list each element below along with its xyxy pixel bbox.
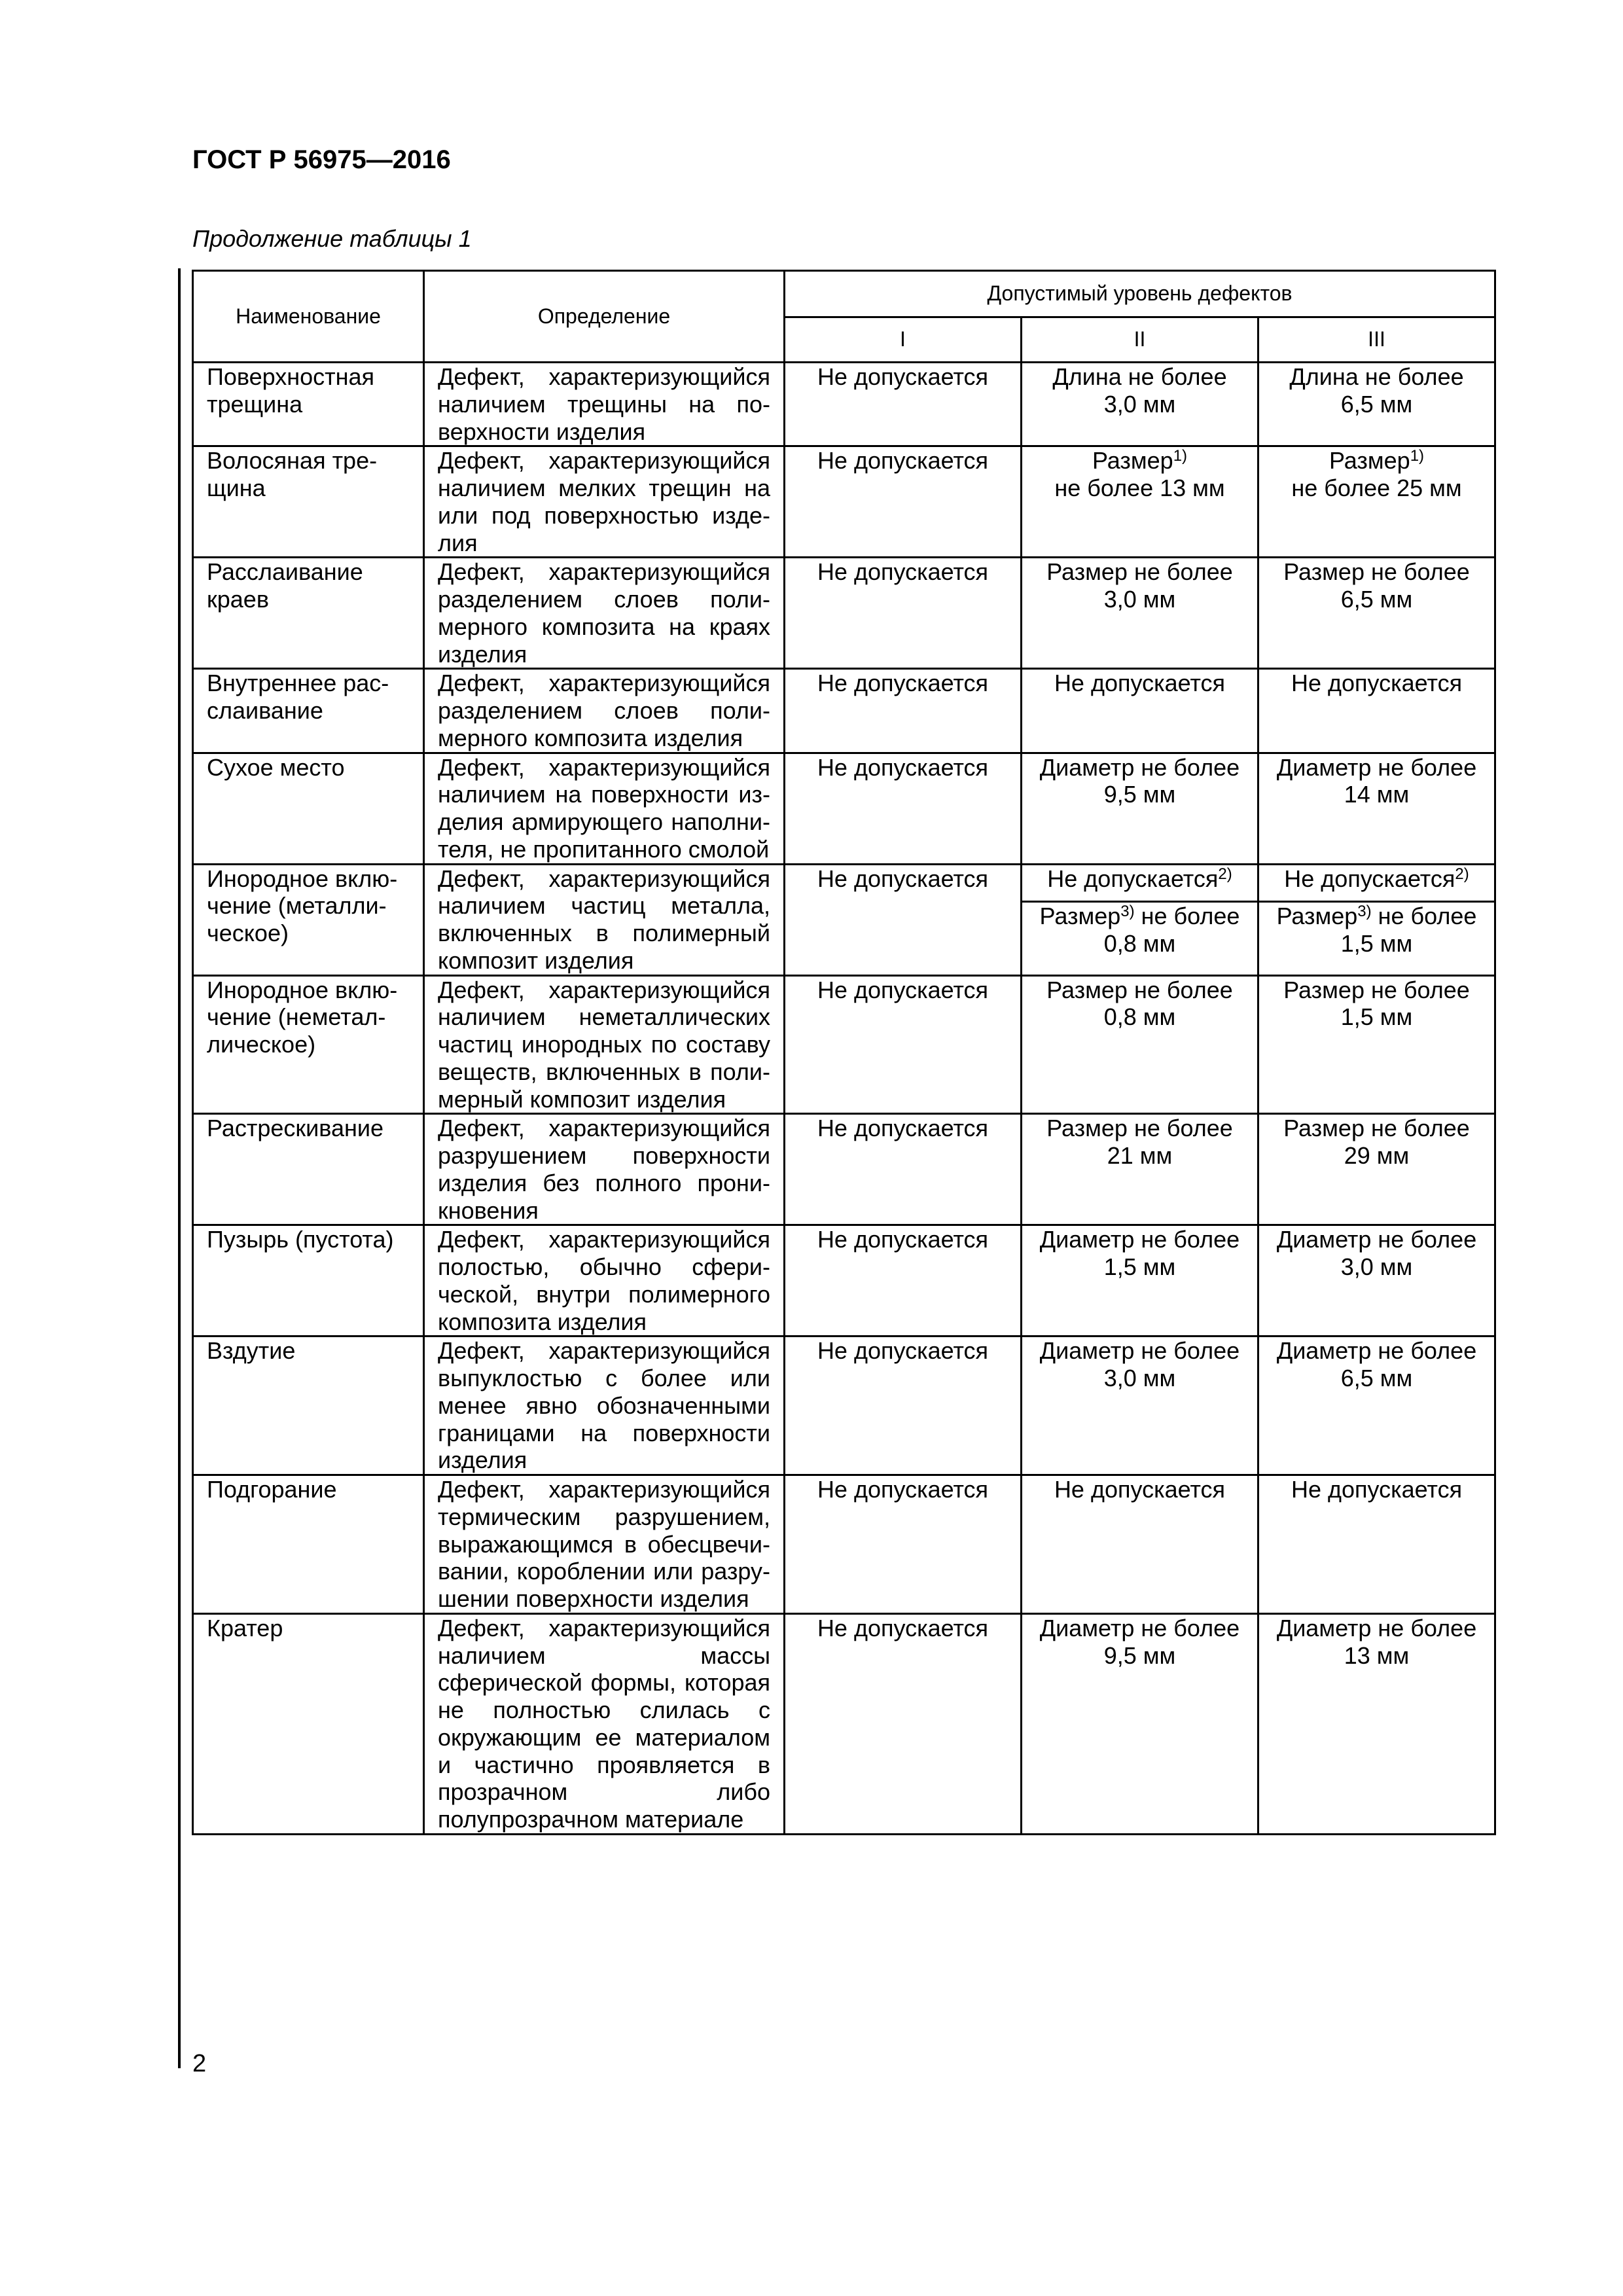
defect-name: Кратер (193, 1613, 424, 1834)
footnote-ref: 2) (1218, 865, 1232, 883)
value-text: не более 13 мм (1054, 475, 1225, 501)
defect-name: Подгорание (193, 1475, 424, 1614)
defect-name: Растрескивание (193, 1114, 424, 1225)
table-row (193, 753, 1495, 864)
defect-name: Волосяная трещина (193, 446, 424, 558)
header-level-1: I (785, 317, 1022, 363)
defect-definition: Дефект, характеризующийся наличием на поверхности изделия армирующего наполнителя, не пропитанного смолой (424, 753, 785, 864)
level-2-value: Размер не более 21 мм (1022, 1114, 1258, 1225)
level-2-value: Диаметр не более 9,5 мм (1022, 753, 1258, 864)
level-3-value: Диаметр не более 6,5 мм (1258, 1336, 1495, 1475)
defect-definition: Дефект, характеризующийся разделением слоев полимерного композита изделия (424, 669, 785, 753)
level-3-value: Размер не более 6,5 мм (1258, 558, 1495, 669)
level-3-value: Не допускается (1258, 1475, 1495, 1614)
value-text: Размер (1329, 447, 1410, 475)
level-3-value: Размер не более 29 мм (1258, 1114, 1495, 1225)
level-2-value: Длина не более 3,0 мм (1022, 363, 1258, 446)
value-text: Размер (1039, 903, 1121, 930)
value-text: не более 0,8 мм (1103, 903, 1240, 958)
table-row (193, 1336, 1495, 1475)
defect-name: Сухое место (193, 753, 424, 864)
defect-definition: Дефект, характеризующийся термическим разрушением, выражающимся в обесцвечивании, короблении или разрушении поверхности изделия (424, 1475, 785, 1614)
table-caption: Продолжение таблицы 1 (192, 225, 472, 252)
level-3-value: Диаметр не более 13 мм (1258, 1613, 1495, 1834)
defect-name: Вздутие (193, 1336, 424, 1475)
value-text: не более 25 мм (1291, 475, 1462, 501)
defect-definition: Дефект, характеризующийся полостью, обычно сферической, внутри полимерного композита изделия (424, 1225, 785, 1336)
level-1-value: Не допускается (785, 363, 1022, 446)
level-2-value: Размер не более 0,8 мм (1022, 975, 1258, 1114)
level-2-value (1022, 902, 1258, 975)
level-3-value: Размер не более 1,5 мм (1258, 975, 1495, 1114)
footnote-ref: 2) (1455, 865, 1469, 883)
level-1-value: Не допускается (785, 1114, 1022, 1225)
value-text: Не допускается (1284, 865, 1455, 892)
level-2-value (1022, 446, 1258, 558)
level-1-value: Не допускается (785, 753, 1022, 864)
table-row (193, 864, 1495, 902)
level-3-value (1258, 902, 1495, 975)
level-3-value (1258, 446, 1495, 558)
value-text: Размер (1276, 903, 1358, 930)
defect-definition: Дефект, характеризующийся наличием массы сферической формы, которая не полностью слилась с окружающим ее материалом и частично проявляется в прозрачном либо полупрозрачном материале (424, 1613, 785, 1834)
level-1-value: Не допускается (785, 1336, 1022, 1475)
level-2-value: Диаметр не более 3,0 мм (1022, 1336, 1258, 1475)
level-2-value: Диаметр не более 1,5 мм (1022, 1225, 1258, 1336)
defect-definition: Дефект, характеризующийся разделением слоев полимерного композита на краях изделия (424, 558, 785, 669)
defect-name: Расслаивание краев (193, 558, 424, 669)
header-levels-title: Допустимый уровень дефектов (785, 271, 1495, 317)
footnote-ref: 1) (1410, 447, 1425, 465)
table-row (193, 446, 1495, 558)
defect-definition: Дефект, характеризующийся наличием трещины на поверхности изделия (424, 363, 785, 446)
defect-definition: Дефект, характеризующийся наличием неметаллических частиц инородных по составу веществ, включенных в полимерный композит изделия (424, 975, 785, 1114)
level-1-value: Не допускается (785, 1225, 1022, 1336)
level-1-value: Не допускается (785, 446, 1022, 558)
table-row (193, 558, 1495, 669)
table-row (193, 1475, 1495, 1614)
footnote-ref: 3) (1120, 903, 1135, 921)
table-row (193, 1225, 1495, 1336)
level-3-value: Не допускается (1258, 669, 1495, 753)
level-1-value: Не допускается (785, 1613, 1022, 1834)
defect-name: Пузырь (пустота) (193, 1225, 424, 1336)
level-1-value: Не допускается (785, 669, 1022, 753)
defect-definition: Дефект, характеризующийся выпуклостью с более или менее явно обозначенными границами на поверхности изделия (424, 1336, 785, 1475)
level-1-value: Не допускается (785, 1475, 1022, 1614)
table-row (193, 1114, 1495, 1225)
level-3-value: Диаметр не более 14 мм (1258, 753, 1495, 864)
defect-name: Внутреннее расслаивание (193, 669, 424, 753)
defect-name: Поверхностная трещина (193, 363, 424, 446)
level-3-value: Длина не более 6,5 мм (1258, 363, 1495, 446)
header-level-2: II (1022, 317, 1258, 363)
defect-name: Инородное включение (металлическое) (193, 864, 424, 975)
defect-name: Инородное включение (неметаллическое) (193, 975, 424, 1114)
defect-definition: Дефект, характеризующийся наличием частиц металла, включенных в полимерный композит изделия (424, 864, 785, 975)
footnote-ref: 1) (1173, 447, 1188, 465)
defect-definition: Дефект, характеризующийся разрушением поверхности изделия без полного проникновения (424, 1114, 785, 1225)
header-definition: Определение (424, 271, 785, 363)
footnote-ref: 3) (1357, 903, 1372, 921)
level-3-value: Диаметр не более 3,0 мм (1258, 1225, 1495, 1336)
level-2-value: Не допускается (1022, 669, 1258, 753)
defect-definition: Дефект, характеризующийся наличием мелких трещин на или под поверхностью изделия (424, 446, 785, 558)
table-row (193, 363, 1495, 446)
level-3-value (1258, 864, 1495, 902)
level-1-value: Не допускается (785, 864, 1022, 975)
table-row (193, 669, 1495, 753)
level-2-value (1022, 864, 1258, 902)
header-name: Наименование (193, 271, 424, 363)
header-level-3: III (1258, 317, 1495, 363)
value-text: Не допускается (1047, 865, 1219, 892)
value-text: Размер (1092, 447, 1173, 475)
level-2-value: Диаметр не более 9,5 мм (1022, 1613, 1258, 1834)
table-row (193, 1613, 1495, 1834)
defect-levels-table (192, 270, 1496, 1835)
level-1-value: Не допускается (785, 975, 1022, 1114)
table-row (193, 975, 1495, 1114)
level-2-value: Не допускается (1022, 1475, 1258, 1614)
page-number: 2 (192, 2050, 207, 2077)
level-2-value: Размер не более 3,0 мм (1022, 558, 1258, 669)
margin-rule (178, 268, 181, 2068)
value-text: не более 1,5 мм (1340, 903, 1477, 958)
document-header: ГОСТ Р 56975—2016 (192, 145, 451, 174)
level-1-value: Не допускается (785, 558, 1022, 669)
